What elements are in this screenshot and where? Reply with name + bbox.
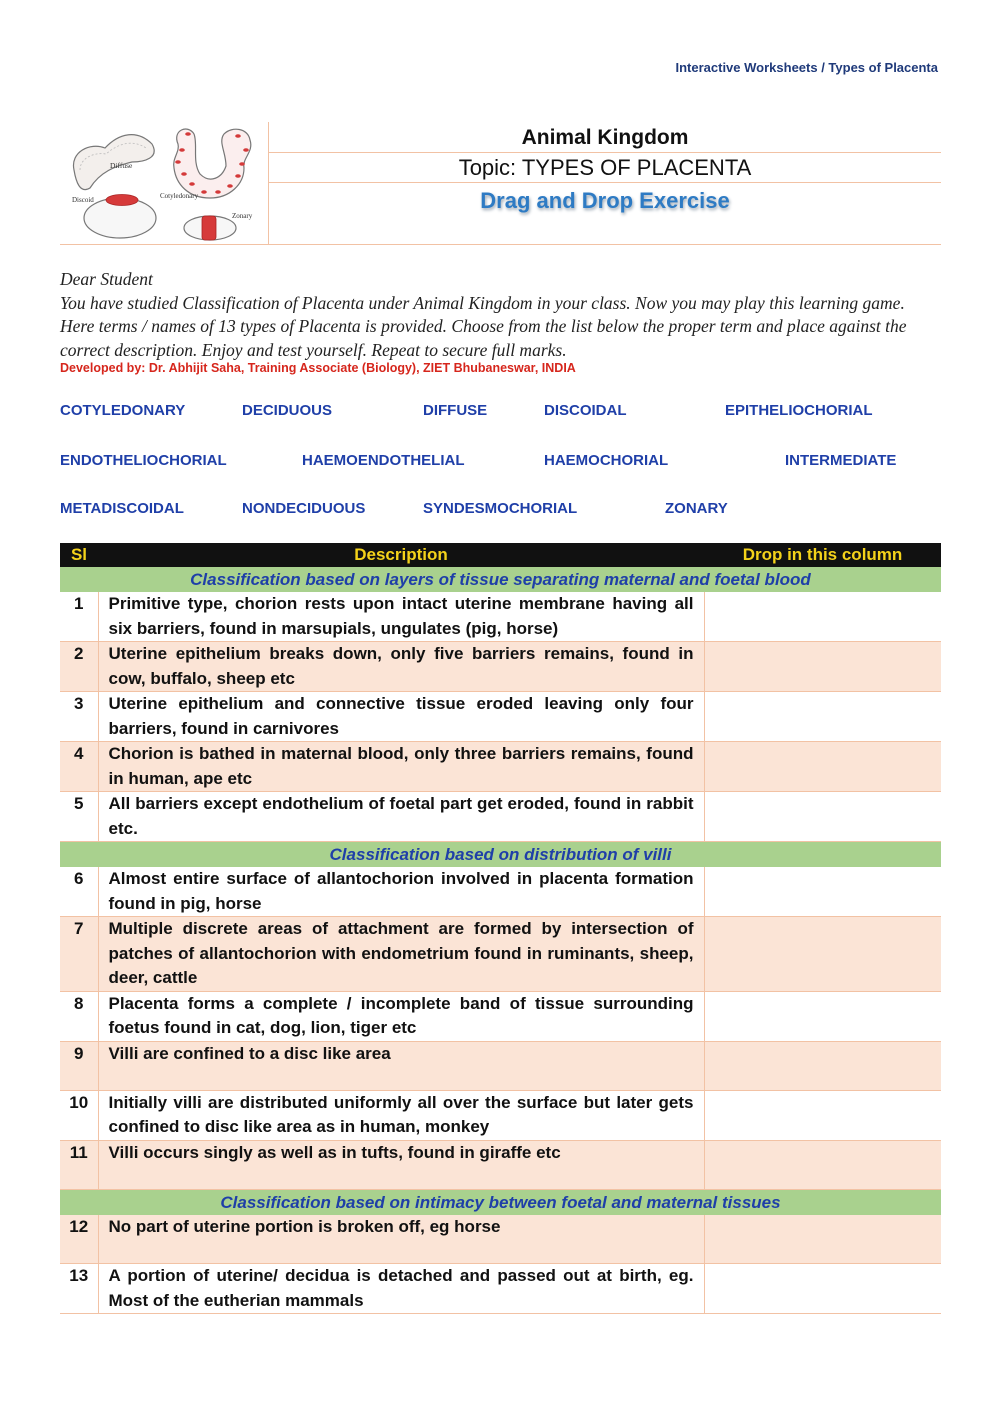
row-sl: 4 — [60, 742, 98, 792]
developer-credit: Developed by: Dr. Abhijit Saha, Training Associate (Biology), ZIET Bhubaneswar, INDIA — [60, 361, 576, 375]
table-row — [60, 592, 941, 642]
term-intermediate[interactable]: INTERMEDIATE — [785, 452, 897, 469]
section-row: Classification based on distribution of villi — [60, 842, 941, 868]
table-header — [60, 543, 941, 567]
kingdom-title: Animal Kingdom — [521, 126, 689, 149]
term-haemochorial[interactable]: HAEMOCHORIAL — [544, 452, 669, 469]
table-row — [60, 1041, 941, 1090]
drop-zone[interactable] — [704, 692, 941, 742]
table-row — [60, 692, 941, 742]
section-row: Classification based on intimacy between foetal and maternal tissues — [60, 1189, 941, 1215]
drop-zone[interactable] — [704, 642, 941, 692]
row-description: No part of uterine portion is broken off, eg horse — [98, 1215, 704, 1264]
greeting: Dear Student — [60, 269, 153, 289]
row-description: Multiple discrete areas of attachment are formed by intersection of patches of allantochorion with endometrium found in ruminants, sheep, deer, cattle — [98, 917, 704, 992]
section-row: Classification based on layers of tissue separating maternal and foetal blood — [60, 567, 941, 592]
row-sl: 5 — [60, 792, 98, 842]
table-row — [60, 642, 941, 692]
row-sl: 1 — [60, 592, 98, 642]
row-description: Uterine epithelium breaks down, only five barriers remains, found in cow, buffalo, sheep etc — [98, 642, 704, 692]
table-row — [60, 917, 941, 992]
header-sl: Sl — [60, 543, 98, 567]
row-description: A portion of uterine/ decidua is detached and passed out at birth, eg. Most of the eutherian mammals — [98, 1264, 704, 1314]
topic-title: Topic: TYPES OF PLACENTA — [269, 152, 941, 183]
drop-zone[interactable] — [704, 1041, 941, 1090]
diffuse-placenta-drawing — [73, 135, 154, 190]
row-sl: 6 — [60, 867, 98, 917]
term-deciduous[interactable]: DECIDUOUS — [242, 402, 333, 419]
drop-zone[interactable] — [704, 1090, 941, 1140]
intro-text — [60, 268, 941, 362]
term-endotheliochorial[interactable]: ENDOTHELIOCHORIAL — [60, 452, 227, 469]
row-description: Villi are confined to a disc like area — [98, 1041, 704, 1090]
term-metadiscoidal[interactable]: METADISCOIDAL — [60, 500, 184, 517]
row-sl: 10 — [60, 1090, 98, 1140]
drop-zone[interactable] — [704, 792, 941, 842]
row-sl: 12 — [60, 1215, 98, 1264]
placenta-table — [60, 543, 941, 1314]
table-row — [60, 1090, 941, 1140]
row-sl: 8 — [60, 991, 98, 1041]
row-sl: 2 — [60, 642, 98, 692]
title-area — [269, 122, 941, 244]
row-sl: 11 — [60, 1140, 98, 1189]
row-sl: 13 — [60, 1264, 98, 1314]
label-zonary: Zonary — [232, 212, 253, 220]
label-diffuse: Diffuse — [110, 161, 133, 170]
drop-zone[interactable] — [704, 1264, 941, 1314]
placenta-types-illustration — [60, 122, 269, 244]
zonary-placenta-drawing — [184, 212, 253, 240]
row-description: All barriers except endothelium of foetal part get eroded, found in rabbit etc. — [98, 792, 704, 842]
term-epitheliochorial[interactable]: EPITHELIOCHORIAL — [725, 402, 873, 419]
term-nondeciduous[interactable]: NONDECIDUOUS — [242, 500, 366, 517]
row-description: Villi occurs singly as well as in tufts, found in giraffe etc — [98, 1140, 704, 1189]
table-row — [60, 792, 941, 842]
instructions: You have studied Classification of Placenta under Animal Kingdom in your class. Now you may play this learning game. Here terms / names of 13 types of Placenta is provided. Choose from the list below the proper term and place against the correct description. Enjoy and test yourself. Repeat to secure full marks. — [60, 292, 907, 360]
table-row — [60, 1264, 941, 1314]
drop-zone[interactable] — [704, 592, 941, 642]
drop-zone[interactable] — [704, 867, 941, 917]
row-description: Chorion is bathed in maternal blood, only three barriers remains, found in human, ape etc — [98, 742, 704, 792]
drop-zone[interactable] — [704, 991, 941, 1041]
table-row — [60, 742, 941, 792]
term-haemoendothelial[interactable]: HAEMOENDOTHELIAL — [302, 452, 465, 469]
drop-zone[interactable] — [704, 742, 941, 792]
cotyledonary-placenta-drawing — [160, 129, 251, 200]
row-description: Placenta forms a complete / incomplete band of tissue surrounding foetus found in cat, dog, lion, tiger etc — [98, 991, 704, 1041]
breadcrumb[interactable]: Interactive Worksheets / Types of Placenta — [675, 60, 938, 75]
label-discoid: Discoid — [72, 196, 94, 204]
worksheet-header — [60, 122, 941, 245]
exercise-title: Drag and Drop Exercise — [480, 188, 730, 213]
row-description: Initially villi are distributed uniformly all over the surface but later gets confined to disc like area as in human, monkey — [98, 1090, 704, 1140]
table-row — [60, 1140, 941, 1189]
term-diffuse[interactable]: DIFFUSE — [423, 402, 488, 419]
label-cotyledonary: Cotyledonary — [160, 192, 199, 200]
drop-zone[interactable] — [704, 1215, 941, 1264]
table-row — [60, 1215, 941, 1264]
row-sl: 7 — [60, 917, 98, 992]
term-cotyledonary[interactable]: COTYLEDONARY — [60, 402, 186, 419]
row-sl: 3 — [60, 692, 98, 742]
term-discoidal[interactable]: DISCOIDAL — [544, 402, 627, 419]
discoid-placenta-drawing — [72, 195, 156, 239]
table-row — [60, 867, 941, 917]
drop-zone[interactable] — [704, 917, 941, 992]
row-description: Almost entire surface of allantochorion involved in placenta formation found in pig, horse — [98, 867, 704, 917]
row-description: Primitive type, chorion rests upon intact uterine membrane having all six barriers, found in marsupials, ungulates (pig, horse) — [98, 592, 704, 642]
term-syndesmochorial[interactable]: SYNDESMOCHORIAL — [423, 500, 578, 517]
row-description: Uterine epithelium and connective tissue eroded leaving only four barriers, found in carnivores — [98, 692, 704, 742]
row-sl: 9 — [60, 1041, 98, 1090]
header-description: Description — [98, 543, 704, 567]
drop-zone[interactable] — [704, 1140, 941, 1189]
table-row — [60, 991, 941, 1041]
term-zonary[interactable]: ZONARY — [665, 500, 728, 517]
header-drop: Drop in this column — [704, 543, 941, 567]
